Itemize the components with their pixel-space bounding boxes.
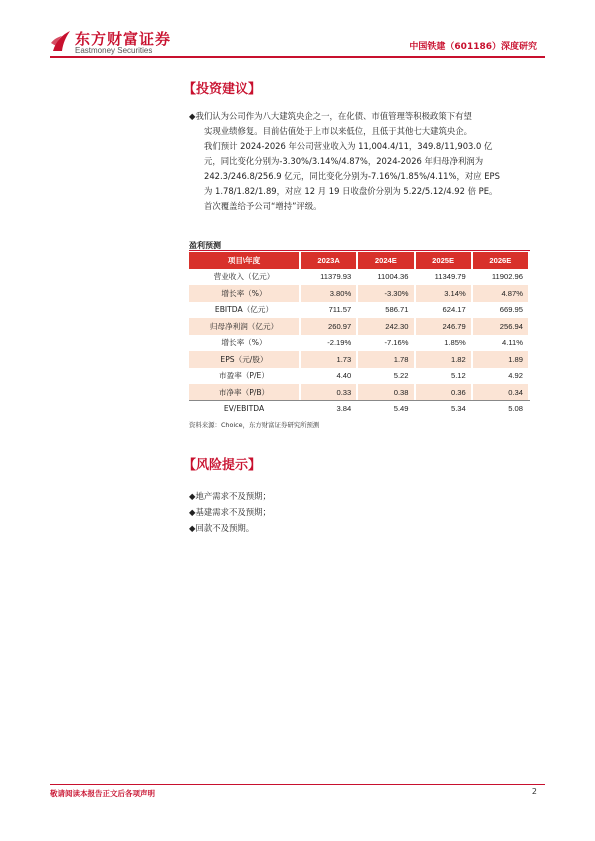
header-cell: 2026E (472, 252, 529, 269)
table-cell: 5.12 (415, 368, 472, 385)
table-cell: 0.38 (357, 384, 414, 401)
table-cell: 669.95 (472, 302, 529, 319)
forecast-table-title: 盈利预测 (189, 241, 221, 250)
table-cell: 0.36 (415, 384, 472, 401)
investment-advice-title: 【投资建议】 (183, 82, 262, 97)
table-cell: 586.71 (357, 302, 414, 319)
logo-english-name: Eastmoney Securities (75, 46, 153, 55)
page-number: 2 (531, 787, 537, 796)
table-cell: 5.34 (415, 401, 472, 418)
logo-mark-icon (50, 29, 72, 53)
table-cell: 256.94 (472, 318, 529, 335)
table-cell: 3.84 (300, 401, 357, 418)
table-cell: 1.89 (472, 351, 529, 368)
header-divider (50, 56, 545, 58)
table-cell: 1.82 (415, 351, 472, 368)
table-header-row (189, 252, 529, 269)
table-cell: 0.34 (472, 384, 529, 401)
table-cell: 260.97 (300, 318, 357, 335)
logo-chinese-name: 东方财富证券 (75, 30, 172, 48)
table-row (189, 302, 529, 319)
row-label: EV/EBITDA (189, 401, 300, 418)
row-label: 市净率（P/B） (189, 384, 300, 401)
header-cell: 2024E (357, 252, 414, 269)
risk-title: 【风险提示】 (183, 458, 262, 473)
advice-line: 我们预计 2024-2026 年公司营业收入为 11,004.4/11，349.8/11,903.0 亿 (204, 141, 493, 151)
table-cell: 0.33 (300, 384, 357, 401)
company-logo (50, 27, 190, 59)
row-label: 增长率（%） (189, 335, 300, 352)
advice-line: ◆我们认为公司作为八大建筑央企之一，在化债、市值管理等积极政策下有望 (189, 111, 472, 121)
table-cell: -3.30% (357, 285, 414, 302)
table-cell: 11379.93 (300, 269, 357, 286)
table-cell: 5.08 (472, 401, 529, 418)
table-row (189, 384, 529, 401)
table-row (189, 269, 529, 286)
table-row (189, 285, 529, 302)
risk-item: ◆基建需求不及预期； (189, 507, 271, 517)
table-row (189, 318, 529, 335)
table-cell: -7.16% (357, 335, 414, 352)
table-cell: 3.14% (415, 285, 472, 302)
header-cell: 项目\年度 (189, 252, 300, 269)
row-label: 市盈率（P/E） (189, 368, 300, 385)
header-cell: 2023A (300, 252, 357, 269)
table-cell: 4.87% (472, 285, 529, 302)
row-label: EBITDA（亿元） (189, 302, 300, 319)
table-row (189, 335, 529, 352)
table-cell: 3.80% (300, 285, 357, 302)
table-cell: 5.22 (357, 368, 414, 385)
footer-divider (50, 784, 545, 785)
table-cell: 1.85% (415, 335, 472, 352)
investment-advice-paragraph (189, 109, 549, 214)
advice-line: 为 1.78/1.82/1.89，对应 12 月 19 日收盘价分别为 5.22/5.12/4.92 倍 PE。 (204, 186, 498, 196)
table-row (189, 401, 529, 418)
table-cell: 11902.96 (472, 269, 529, 286)
table-cell: 11004.36 (357, 269, 414, 286)
row-label: 营业收入（亿元） (189, 269, 300, 286)
advice-line: 首次覆盖给予公司“增持”评级。 (204, 201, 322, 211)
report-tag: 中国铁建（601186）深度研究 (409, 42, 537, 52)
table-cell: 4.40 (300, 368, 357, 385)
advice-line: 实现业绩修复。目前估值处于上市以来低位，且低于其他七大建筑央企。 (204, 126, 472, 136)
table-cell: 4.92 (472, 368, 529, 385)
footer-disclaimer: 敬请阅读本报告正文后各项声明 (50, 789, 155, 798)
table-cell: 1.78 (357, 351, 414, 368)
table-row (189, 368, 529, 385)
risk-list (189, 488, 271, 536)
table-cell: 242.30 (357, 318, 414, 335)
table-cell: 4.11% (472, 335, 529, 352)
row-label: 归母净利润（亿元） (189, 318, 300, 335)
row-label: 增长率（%） (189, 285, 300, 302)
table-cell: 711.57 (300, 302, 357, 319)
table-cell: 11349.79 (415, 269, 472, 286)
table-cell: 5.49 (357, 401, 414, 418)
advice-line: 242.3/246.8/256.9 亿元，同比变化分别为-7.16%/1.85%/4.11%，对应 EPS (204, 171, 500, 181)
table-source-note: 资料来源：Choice，东方财富证券研究所预测 (189, 421, 320, 429)
table-cell: 624.17 (415, 302, 472, 319)
table-cell: 1.73 (300, 351, 357, 368)
header-cell: 2025E (415, 252, 472, 269)
table-cell: 246.79 (415, 318, 472, 335)
forecast-table (189, 252, 530, 417)
risk-item: ◆地产需求不及预期； (189, 491, 271, 501)
table-bottom-rule (189, 400, 530, 401)
table-cell: -2.19% (300, 335, 357, 352)
row-label: EPS（元/股） (189, 351, 300, 368)
table-row (189, 351, 529, 368)
advice-line: 元，同比变化分别为-3.30%/3.14%/4.87%，2024-2026 年归母净利润为 (204, 156, 484, 166)
risk-item: ◆回款不及预期。 (189, 523, 255, 533)
table-top-rule (189, 250, 530, 251)
